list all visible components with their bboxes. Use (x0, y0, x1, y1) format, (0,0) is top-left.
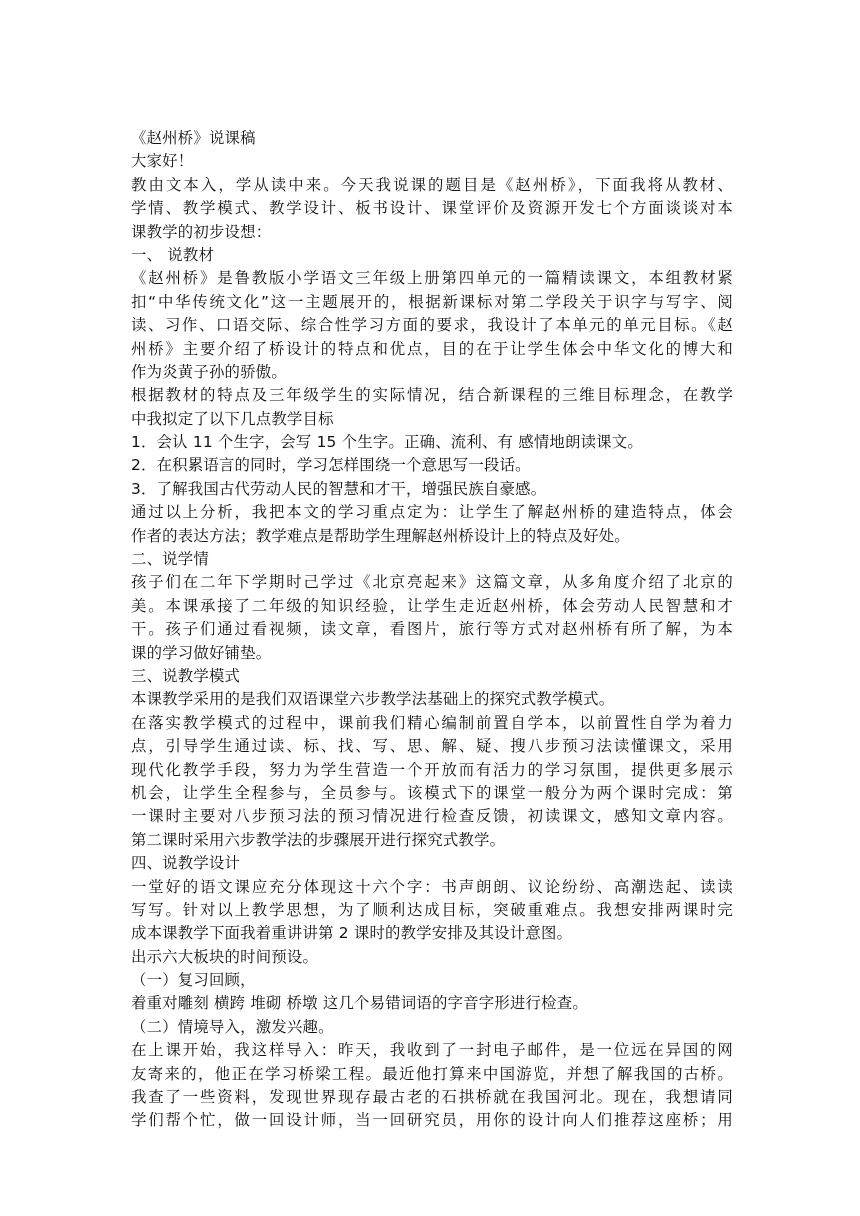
text-line: 在落实教学模式的过程中，课前我们精心编制前置自学本，以前置性自学为着力 (131, 713, 733, 732)
text-line: 在上课开始，我这样导入：昨天，我收到了一封电子邮件，是一位远在异国的网 (131, 1041, 733, 1060)
text-line: 课的学习做好铺垫。 (131, 643, 272, 662)
text-line: 扣“中华传统文化”这一主题展开的，根据新课标对第二学段关于识字与写字、阅 (131, 292, 733, 311)
text-line: 一堂好的语文课应充分体现这十六个字：书声朗朗、议论纷纷、高潮迭起、读读 (131, 877, 733, 896)
text-line: 干。孩子们通过看视频，读文章，看图片，旅行等方式对赵州桥有所了解，为本 (131, 620, 733, 639)
text-line: 通过以上分析，我把本文的学习重点定为：让学生了解赵州桥的建造特点，体会 (131, 503, 733, 522)
text-line: 2．在积累语言的同时，学习怎样围绕一个意思写一段话。 (131, 456, 531, 475)
text-line: 写写。针对以上教学思想，为了顺利达成目标，突破重难点。我想安排两课时完 (131, 900, 733, 919)
text-line: 1．会认 11 个生字，会写 15 个生字。正确、流利、有 感情地朗读课文。 (131, 433, 643, 452)
text-line: 学情、教学模式、教学设计、板书设计、课堂评价及资源开发七个方面谈谈对本 (131, 199, 733, 218)
text-line: （一）复习回顾， (131, 971, 256, 990)
text-line: 着重对雕刻 横跨 堆砌 桥墩 这几个易错词语的字音字形进行检查。 (131, 994, 588, 1013)
text-line: 出示六大板块的时间预设。 (131, 947, 319, 966)
text-line: 三、说教学模式 (131, 666, 241, 685)
text-line: （二）情境导入，激发兴趣。 (131, 1017, 334, 1036)
text-line: 机会，让学生全程参与，全员参与。该模式下的课堂一般分为两个课时完成：第 (131, 783, 733, 802)
text-line: 孩子们在二年下学期时己学过《北京亮起来》这篇文章，从多角度介绍了北京的 (131, 573, 733, 592)
document-title: 《赵州桥》说课稿 (131, 129, 256, 147)
text-line: 现代化教学手段，努力为学生营造一个开放而有活力的学习氛围，提供更多展示 (131, 760, 733, 779)
text-line: 3．了解我国古代劳动人民的智慧和才干，增强民族自豪感。 (131, 479, 547, 498)
text-line: 二、说学情 (131, 550, 209, 569)
text-line: 教由文本入，学从读中来。今天我说课的题目是《赵州桥》，下面我将从教材、 (131, 175, 733, 194)
text-line: 作为炎黄子孙的骄傲。 (131, 362, 287, 381)
text-line: 点，引导学生通过读、标、找、写、思、解、疑、搜八步预习法读懂课文，采用 (131, 737, 733, 756)
text-line: 《赵州桥》是鲁教版小学语文三年级上册第四单元的一篇精读课文，本组教材紧 (131, 269, 733, 288)
text-line: 读、习作、口语交际、综合性学习方面的要求，我设计了本单元的单元目标。《赵 (131, 316, 733, 335)
text-line: 成本课教学下面我着重讲讲第 2 课时的教学安排及其设计意图。 (131, 924, 573, 943)
text-line: 学们帮个忙，做一回设计师，当一回研究员，用你的设计向人们推荐这座桥；用 (131, 1111, 733, 1130)
text-line: 州桥》主要介绍了桥设计的特点和优点，目的在于让学生体会中华文化的博大和 (131, 339, 733, 358)
document-body (131, 127, 733, 1133)
text-line: 课教学的初步设想： (131, 222, 272, 241)
text-line: 一课时主要对八步预习法的预习情况进行检查反馈，初读课文，感知文章内容。 (131, 807, 733, 826)
text-line: 友寄来的，他正在学习桥梁工程。最近他打算来中国游览，并想了解我国的古桥。 (131, 1064, 733, 1083)
text-line: 本课教学采用的是我们双语课堂六步教学法基础上的探究式教学模式。 (131, 690, 615, 709)
text-line: 作者的表达方法；教学难点是帮助学生理解赵州桥设计上的特点及好处。 (131, 526, 630, 545)
text-line: 大家好！ (131, 152, 194, 171)
text-line: 四、说教学设计 (131, 854, 241, 873)
text-line: 根据教材的特点及三年级学生的实际情况，结合新课程的三维目标理念，在教学 (131, 386, 733, 405)
text-line: 我查了一些资料，发现世界现存最古老的石拱桥就在我国河北。现在，我想请同 (131, 1088, 733, 1107)
text-line: 中我拟定了以下几点教学目标 (131, 409, 334, 428)
text-line: 第二课时采用六步教学法的步骤展开进行探究式教学。 (131, 830, 506, 849)
text-line: 美。本课承接了二年级的知识经验，让学生走近赵州桥，体会劳动人民智慧和才 (131, 596, 733, 615)
text-line: 一、 说教材 (131, 245, 215, 264)
